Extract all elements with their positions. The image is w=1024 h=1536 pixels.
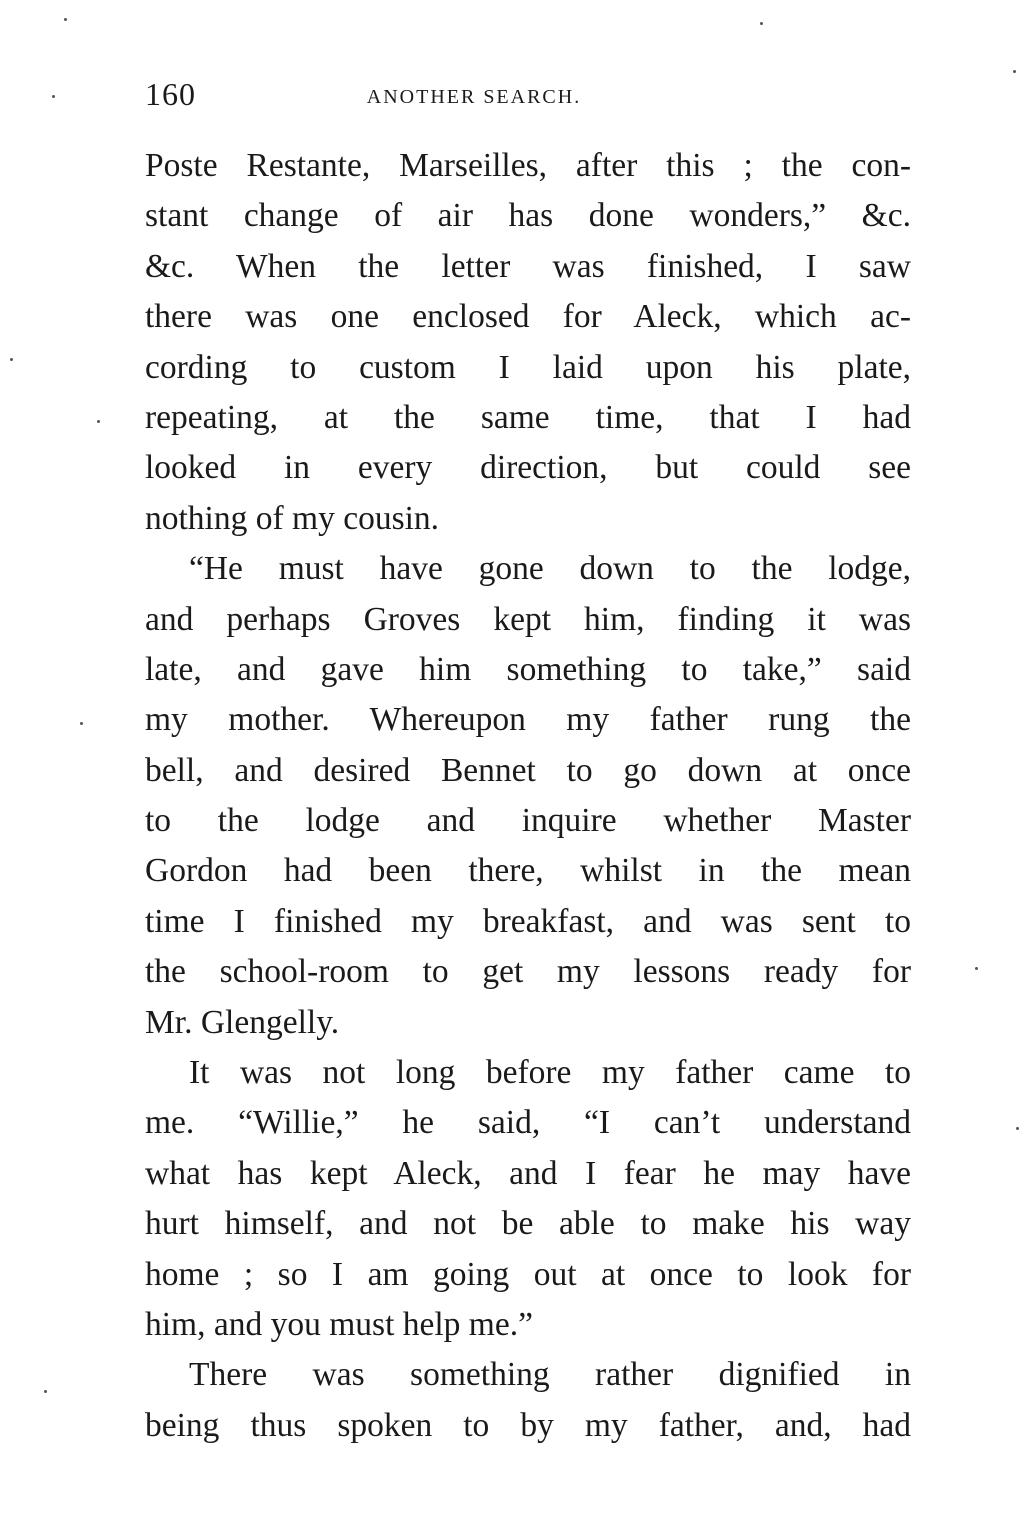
scan-speck [1013,70,1016,73]
text-line: &c. When the letter was finished, I saw [145,247,911,285]
text-line: and perhaps Groves kept him, finding it was [145,600,911,638]
text-line: nothing of my cousin. [145,499,440,537]
text-line: me. “Willie,” he said, “I can’t understand [145,1104,911,1142]
text-line: It was not long before my father came to [189,1054,911,1092]
page-header [145,76,913,116]
scan-speck [97,420,100,423]
scan-speck [44,1390,47,1393]
text-line: looked in every direction, but could see [145,449,911,487]
scan-speck [64,18,67,21]
text-line: time I finished my breakfast, and was sent to [145,902,911,940]
text-line: late, and gave him something to take,” said [145,650,911,688]
text-line: there was one enclosed for Aleck, which ac- [145,298,911,336]
text-line: repeating, at the same time, that I had [145,398,911,436]
scan-speck [760,22,763,25]
text-line: bell, and desired Bennet to go down at once [145,751,911,789]
text-line: being thus spoken to by my father, and, had [145,1406,911,1444]
body-text [145,141,911,1451]
text-line: hurt himself, and not be able to make his way [145,1205,911,1243]
text-line: him, and you must help me.” [145,1305,533,1343]
text-line: my mother. Whereupon my father rung the [145,701,911,739]
text-line: Poste Restante, Marseilles, after this ; the con- [145,147,911,184]
text-line: what has kept Aleck, and I fear he may have [145,1154,911,1192]
scan-speck [1016,1127,1019,1130]
text-line: stant change of air has done wonders,” &c. [145,197,911,235]
text-line: the school-room to get my lessons ready for [145,953,911,991]
text-line: Gordon had been there, whilst in the mean [145,852,911,890]
scan-speck [10,358,13,361]
scan-speck [975,967,978,970]
scan-speck [52,95,55,98]
scan-speck [80,722,83,725]
text-line: home ; so I am going out at once to look for [145,1255,911,1293]
page-number: 160 [145,76,196,112]
text-line: There was something rather dignified in [189,1356,911,1394]
text-line: cording to custom I laid upon his plate, [145,348,911,386]
text-line: “He must have gone down to the lodge, [189,550,911,588]
running-head: ANOTHER SEARCH. [366,86,582,108]
text-line: Mr. Glengelly. [145,1003,340,1041]
text-line: to the lodge and inquire whether Master [145,802,911,840]
